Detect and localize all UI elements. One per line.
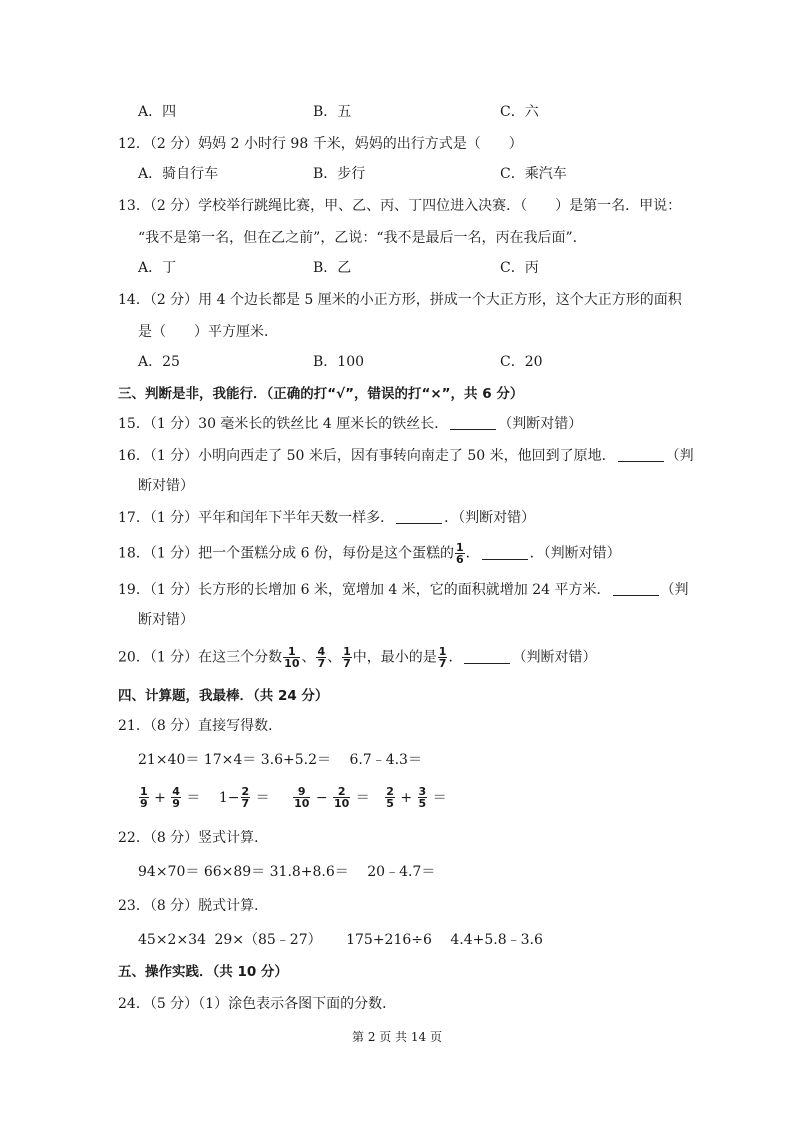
q14-stem-line1: 14．（2 分）用 4 个边长都是 5 厘米的小正方形，拼成一个大正方形，这个大正方形的面积 [118, 292, 682, 308]
q12-option-b: B．步行 [313, 166, 366, 182]
q20-text: 20．（1 分）在这三个分数 [118, 649, 283, 666]
q18-tail: ．（判断对错） [529, 545, 621, 562]
q21-item-5: $\frac{1}{9}$ + $\frac{4}{9}$ ＝ [140, 785, 201, 810]
q21-item-1: 21×40＝ [138, 752, 200, 768]
q15-tail: （判断对错） [498, 416, 583, 432]
q13-option-c: C．丙 [500, 260, 539, 276]
q16-line2: 断对错） [138, 478, 194, 494]
q15-answer-blank[interactable] [450, 415, 496, 430]
q20-tail: （判断对错） [512, 649, 597, 666]
q14-option-b: B．100 [313, 354, 365, 370]
q21-item-8: $\frac{2}{5}$ + $\frac{3}{5}$ ＝ [386, 785, 447, 810]
q14-option-a: A．25 [138, 354, 180, 370]
q15 [118, 414, 582, 434]
q20: 20．（1 分）在这三个分数 $\frac{1}{10}$ 、 $\frac{4}{7}$ 、 $\frac{1}{7}$ 中，最小的是 $\frac{1}{7}$ ． （判断对错） [118, 645, 597, 670]
q14-option-c: C．20 [500, 354, 543, 370]
q13-stem-line1: 13．（2 分）学校举行跳绳比赛，甲、乙、丙、丁四位进入决赛．（ ）是第一名．甲说： [118, 198, 682, 214]
q12-option-a: A．骑自行车 [138, 166, 219, 182]
q23-stem: 23．（8 分）脱式计算． [118, 898, 269, 914]
q23-item-1: 45×2×34 [138, 932, 206, 948]
q16 [118, 446, 694, 466]
q20-mid: 中，最小的是 [352, 649, 437, 666]
q18-fraction: $\frac{1}{6}$ [455, 541, 464, 566]
q17 [118, 508, 535, 528]
q13-stem-line2: “我不是第一名，但在乙之前”，乙说：“我不是最后一名，丙在我后面”． [138, 230, 587, 246]
q24-stem: 24．（5 分）（1）涂色表示各图下面的分数． [118, 996, 397, 1012]
q19-tail: （判 [660, 582, 689, 598]
q18-answer-blank[interactable] [482, 545, 528, 560]
q16-tail: （判 [665, 448, 694, 464]
q20-answer-fraction: $\frac{1}{7}$ [438, 645, 447, 670]
q16-text: 16．（1 分）小明向西走了 50 米后，因有事转向南走了 50 米，他回到了原地． [118, 448, 616, 464]
q13-option-a: A．丁 [138, 260, 177, 276]
q21-item-6: 1− $\frac{2}{7}$ ＝ [218, 785, 270, 810]
section-5-heading: 五、操作实践．（共 10 分） [118, 964, 288, 980]
q21-row2 [138, 786, 447, 809]
section-4-heading: 四、计算题，我最棒．（共 24 分） [118, 688, 329, 704]
q16-answer-blank[interactable] [618, 447, 664, 462]
q19-answer-blank[interactable] [613, 581, 659, 596]
q15-text: 15．（1 分）30 毫米长的铁丝比 4 厘米长的铁丝长． [118, 416, 449, 432]
q22-item-1: 94×70＝ [138, 864, 200, 880]
section-3-heading: 三、判断是非，我能行．（正确的打“√”，错误的打“×”，共 6 分） [118, 386, 524, 402]
q21-item-2: 17×4＝ [203, 752, 257, 768]
q19-line2: 断对错） [138, 612, 194, 628]
q20-fraction-1: $\frac{1}{10}$ [284, 645, 300, 670]
q23-item-4: 4.4+5.8﹣3.6 [450, 932, 543, 948]
q21-item-7: $\frac{9}{10}$ − $\frac{2}{10}$ ＝ [294, 785, 370, 810]
q11-option-a: A．四 [138, 104, 177, 120]
q22-item-2: 66×89＝ [203, 864, 266, 880]
q21-stem: 21．（8 分）直接写得数． [118, 718, 283, 734]
q12-stem: 12．（2 分）妈妈 2 小时行 98 千米，妈妈的出行方式是（ ） [118, 136, 523, 152]
q19-text: 19．（1 分）长方形的长增加 6 米，宽增加 4 米，它的面积就增加 24 平方米． [118, 582, 611, 598]
q20-fraction-2: $\frac{4}{7}$ [317, 645, 326, 670]
page-footer: 第 2 页 共 14 页 [352, 1030, 442, 1044]
q20-answer-blank[interactable] [464, 649, 510, 664]
q23-item-2: 29×（85﹣27） [214, 932, 322, 948]
q22-item-4: 20﹣4.7＝ [367, 864, 436, 880]
q21-item-3: 3.6+5.2＝ [260, 752, 331, 768]
q19 [118, 580, 689, 600]
q14-stem-line2: 是（ ）平方厘米． [138, 324, 278, 340]
q22-items [138, 862, 435, 882]
q23-items [138, 930, 543, 950]
q22-item-3: 31.8+8.6＝ [269, 864, 349, 880]
q12-option-c: C．乘汽车 [500, 166, 567, 182]
q23-item-3: 175+216÷6 [346, 932, 432, 948]
q13-option-b: B．乙 [313, 260, 352, 276]
q21-row1 [138, 750, 422, 770]
q21-item-4: 6.7﹣4.3＝ [349, 752, 422, 768]
q18: 18．（1 分）把一个蛋糕分成 6 份，每份是这个蛋糕的 $\frac{1}{6}$ ． ．（判断对错） [118, 541, 621, 566]
q22-stem: 22．（8 分）竖式计算． [118, 830, 269, 846]
q11-option-c: C．六 [500, 104, 539, 120]
q18-text: 18．（1 分）把一个蛋糕分成 6 份，每份是这个蛋糕的 [118, 545, 454, 562]
q20-fraction-3: $\frac{1}{7}$ [343, 645, 351, 670]
q17-text: 17．（1 分）平年和闰年下半年天数一样多． [118, 510, 395, 526]
q17-tail: ．（判断对错） [444, 510, 536, 526]
q17-answer-blank[interactable] [396, 509, 442, 524]
q11-option-b: B．五 [313, 104, 352, 120]
